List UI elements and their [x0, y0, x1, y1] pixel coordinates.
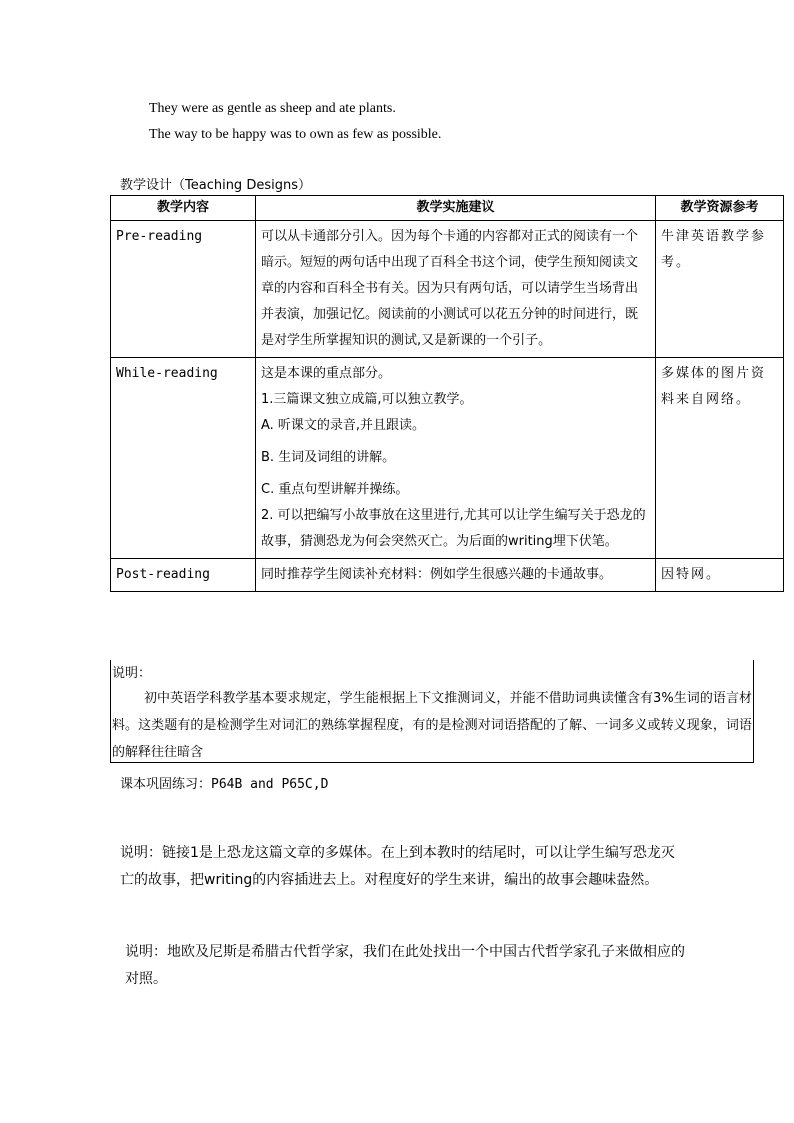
stage-cell: Post-reading — [111, 559, 256, 592]
suggestion-line: 这是本课的重点部分。 — [261, 366, 392, 381]
stage-cell: Pre-reading — [111, 221, 256, 358]
note-paragraph: 说明：链接1是上恐龙这篇文章的多媒体。在上到本教时的结尾时，可以让学生编写恐龙灭亡的故事，把writing的内容插进去上。对程度好的学生来讲，编出的故事会趣味盎然。 — [120, 845, 675, 888]
explanation-box — [110, 660, 754, 763]
teaching-design-table — [110, 195, 784, 592]
resource-cell: 牛津英语教学参考。 — [656, 221, 784, 358]
table-row — [111, 559, 784, 592]
suggestion-line: C. 重点句型讲解并操练。 — [261, 482, 409, 497]
explanation-text: 初中英语学科教学基本要求规定，学生能根据上下文推测词义，并能不借助词典读懂含有3%生词的语言材料。这类题有的是检测学生对词汇的熟练掌握程度，有的是检测对词语搭配的了解、一词多义或转义现象，词语的解释往往暗含 — [112, 691, 752, 760]
suggestion-line: B. 生词及词组的讲解。 — [261, 450, 396, 465]
exercise-line: 课本巩固练习：P64B and P65C,D — [120, 777, 329, 792]
suggestion-cell: 同时推荐学生阅读补充材料：例如学生很感兴趣的卡通故事。 — [256, 559, 656, 592]
suggestion-cell — [256, 358, 656, 559]
suggestion-line: 1.三篇课文独立成篇,可以独立教学。 — [261, 392, 473, 407]
table-row — [111, 358, 784, 559]
note-paragraph: 说明：地欧及尼斯是希腊古代哲学家，我们在此处找出一个中国古代哲学家孔子来做相应的对照。 — [125, 944, 685, 987]
table-header-row — [111, 196, 784, 221]
suggestion-line: 2. 可以把编写小故事放在这里进行,尤其可以让学生编写关于恐龙的故事，猜测恐龙为何会突然灭亡。为后面的writing埋下伏笔。 — [261, 508, 646, 549]
suggestion-line: A. 听课文的录音,并且跟读。 — [261, 418, 426, 433]
header-resource: 教学资源参考 — [656, 196, 784, 221]
explanation-title: 说明： — [112, 666, 152, 681]
section-title: 教学设计（Teaching Designs） — [120, 178, 311, 193]
resource-cell: 多媒体的图片资料来自网络。 — [656, 358, 784, 559]
example-sentence-1: They were as gentle as sheep and ate plants. — [149, 101, 396, 116]
header-content: 教学内容 — [111, 196, 256, 221]
table-row — [111, 221, 784, 358]
stage-cell: While-reading — [111, 358, 256, 559]
example-sentence-2: The way to be happy was to own as few as possible. — [149, 127, 442, 142]
resource-cell: 因特网。 — [656, 559, 784, 592]
header-suggestion: 教学实施建议 — [256, 196, 656, 221]
suggestion-cell: 可以从卡通部分引入。因为每个卡通的内容都对正式的阅读有一个暗示。短短的两句话中出现了百科全书这个词，使学生预知阅读文章的内容和百科全书有关。因为只有两句话，可以请学生当场背出并表演，加强记忆。阅读前的小测试可以花五分钟的时间进行，既是对学生所掌握知识的测试,又是新课的一个引子。 — [256, 221, 656, 358]
